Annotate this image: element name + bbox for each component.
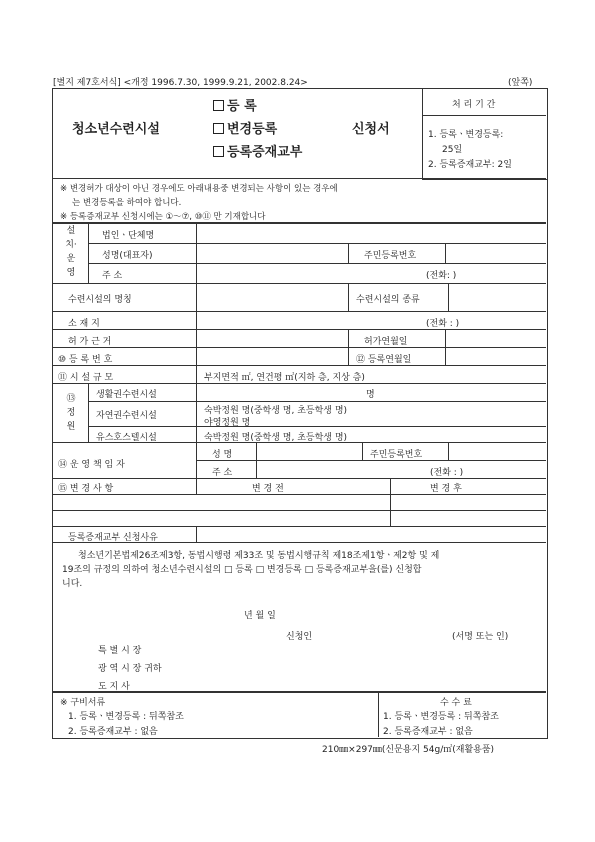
note-3: ※ 등록증재교부 신청시에는 ①～⑦, ⑩⑪ 만 기재합니다	[60, 212, 266, 222]
processing-line2: 25일	[442, 145, 463, 155]
recipient-3: 도 지 사	[98, 682, 130, 692]
title-suffix: 신청서	[352, 122, 390, 137]
statement-line1: 청소년기본법제26조제3항, 동법시행령 제33조 및 동법시행규칙 제18조제1항ㆍ제2항 및 제	[78, 551, 440, 561]
change-before: 변 경 전	[252, 484, 284, 494]
statement-line3: 니다.	[62, 579, 83, 589]
applicant-label: 신청인	[286, 632, 313, 642]
permit-basis-label: 허 가 근 거	[68, 337, 112, 347]
docs-title: ※ 구비서류	[60, 698, 106, 708]
checkbox-icon[interactable]	[213, 100, 224, 111]
cap-row2-value2: 야영정원 명	[204, 418, 251, 428]
cap-row1-label: 생활권수련시설	[96, 390, 157, 400]
checkbox-icon[interactable]	[213, 146, 224, 157]
facility-type-label: 수련시설의 종류	[356, 295, 420, 305]
change-after: 변 경 후	[430, 484, 462, 494]
manager-phone: (전화 : )	[430, 468, 464, 478]
docs-item1: 1. 등록ㆍ변경등록 : 뒤쪽참조	[68, 712, 184, 722]
paper-spec: 210㎜×297㎜(신문용지 54g/㎡(재활용품)	[322, 745, 495, 755]
statement-line2: 19조의 규정의 의하여 청소년수련시설의 □ 등록 □ 변경등록 □ 등록증재교부을(를) 신청합	[62, 565, 422, 575]
manager-name-label: 성 명	[212, 450, 233, 460]
rep-name-label: 성명(대표자)	[102, 251, 153, 261]
note-2: 는 변경등록을 하여야 합니다.	[72, 198, 182, 208]
recipient-1: 특 별 시 장	[98, 646, 142, 656]
fee-title: 수 수 료	[440, 698, 472, 708]
address-label: 주 소	[102, 271, 123, 281]
location-phone: (전화 : )	[426, 319, 460, 329]
cap-row1-value: 명	[366, 390, 375, 400]
reissue-reason-label: 등록증재교부 신청사유	[68, 533, 158, 543]
note-1: ※ 변경허가 대상이 아닌 경우에도 아래내용중 변경되는 사항이 있는 경우에	[60, 184, 338, 194]
manager-rrn-label: 주민등록번호	[370, 450, 423, 460]
cap-row3-label: 유스호스텔시설	[96, 433, 157, 443]
title-option-register[interactable]: 등 록	[213, 95, 257, 114]
form-number: [별지 제7호서식] <개정 1996.7.30, 1999.9.21, 2002.8.24>	[53, 78, 308, 88]
checkbox-icon[interactable]	[213, 123, 224, 134]
change-label: ⑮ 변 경 사 항	[58, 484, 114, 494]
processing-heading: 처 리 기 간	[452, 100, 496, 110]
cap-row2-label: 자연권수련시설	[96, 411, 157, 421]
cap-row2-value1: 숙박정원 명(중학생 명, 초등학생 명)	[204, 406, 348, 416]
operator-side-label: 설치·운영	[65, 226, 77, 278]
cap-row3-value: 숙박정원 명(중학생 명, 초등학생 명)	[204, 433, 348, 443]
title-facility: 청소년수련시설	[72, 122, 160, 137]
scale-value: 부지면적 ㎡, 연건평 ㎡(지하 층, 지상 층)	[204, 373, 365, 383]
signature-seal: (서명 또는 인)	[452, 632, 509, 642]
reg-date-label: ⑫ 등록연월일	[356, 355, 412, 365]
processing-line1: 1. 등록ㆍ변경등록:	[428, 130, 504, 140]
recipient-2: 광 역 시 장 귀하	[98, 664, 162, 674]
capacity-side-label: ⑬ 정 원	[66, 394, 76, 432]
title-option-reissue[interactable]: 등록증재교부	[213, 141, 302, 160]
docs-item2: 2. 등록증재교부 : 없음	[68, 727, 158, 737]
rep-rrn-label: 주민등록번호	[364, 251, 417, 261]
manager-label: ⑭ 운 영 책 임 자	[58, 460, 125, 470]
fee-item2: 2. 등록증재교부 : 없음	[383, 727, 473, 737]
facility-name-label: 수련시설의 명칭	[68, 295, 132, 305]
title-option-change[interactable]: 변경등록	[213, 118, 277, 137]
scale-label: ⑪ 시 설 규 모	[58, 373, 114, 383]
address-phone: (전화: )	[426, 271, 457, 281]
location-label: 소 재 지	[68, 319, 100, 329]
processing-line3: 2. 등록증재교부: 2일	[428, 160, 512, 170]
org-label: 법인ㆍ단체명	[102, 231, 155, 241]
permit-date-label: 허가연월일	[364, 337, 408, 347]
manager-address-label: 주 소	[212, 468, 233, 478]
date-line: 년 월 일	[244, 611, 276, 621]
fee-item1: 1. 등록ㆍ변경등록 : 뒤쪽참조	[383, 712, 499, 722]
reg-no-label: ⑩ 등 록 번 호	[58, 355, 113, 365]
page-side-label: (앞쪽)	[508, 78, 533, 88]
